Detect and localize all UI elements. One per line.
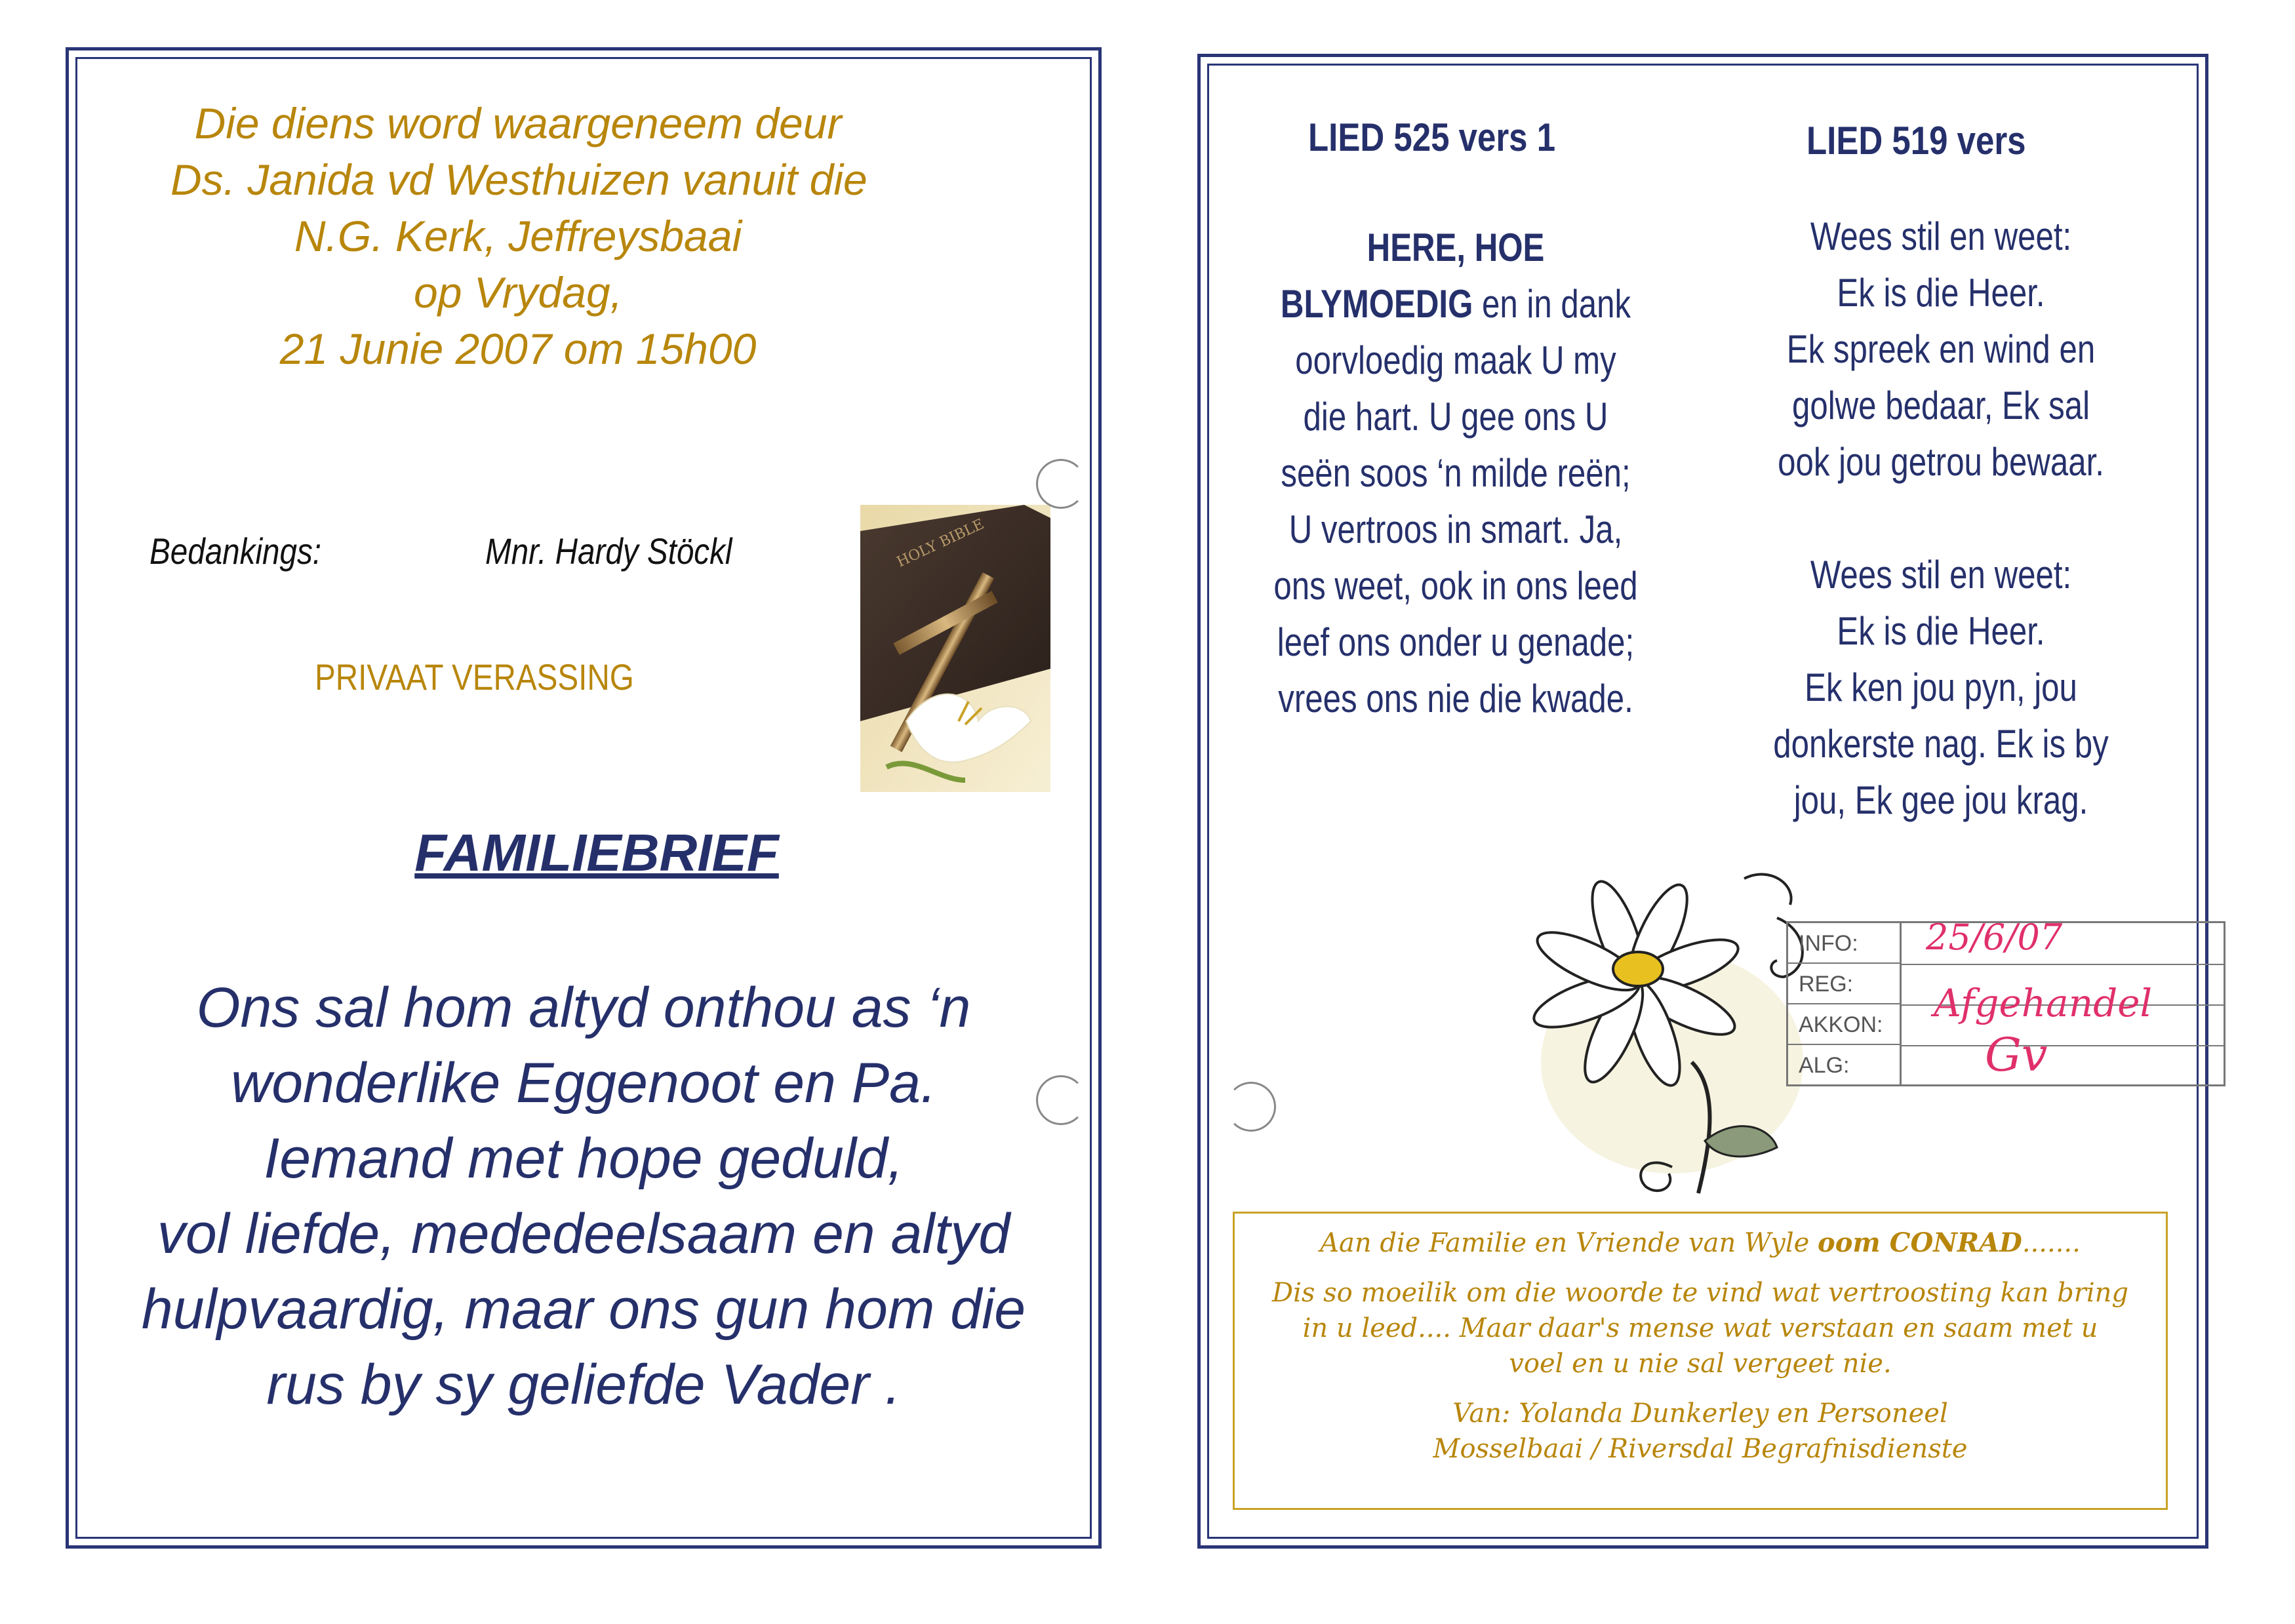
stanza-spacer	[1747, 490, 2134, 547]
condolence-from-line: Mosselbaai / Riversdal Begrafnisdienste	[1433, 1434, 1968, 1464]
condolence-greeting-suffix: .......	[2022, 1228, 2081, 1258]
punch-hole	[1036, 1075, 1086, 1125]
service-line: Ds. Janida vd Westhuizen vanuit die	[170, 155, 868, 204]
hymn-519-line: Ek is die Heer.	[1837, 271, 2045, 315]
hymn-525-line: leef ons onder u genade;	[1277, 620, 1635, 664]
service-line: op Vrydag,	[413, 268, 622, 317]
office-stamp	[1786, 917, 2225, 1086]
condolence-box	[1233, 1212, 2168, 1510]
cremation-notice: PRIVAAT VERASSING	[315, 656, 634, 698]
tribute-line: vol liefde, mededeelsaam en altyd	[157, 1202, 1010, 1265]
stamp-row-info: INFO:	[1788, 923, 1900, 964]
family-letter-tribute	[125, 970, 1043, 1423]
condolence-message-line: in u leed.... Maar daar's mense wat verstaan en saam met u	[1302, 1313, 2098, 1343]
stamp-divider	[1900, 923, 1902, 1084]
hymn-525-line	[1262, 276, 1649, 332]
hymn-519-text	[1747, 208, 2134, 829]
hymn-525-line-tail: en in dank	[1473, 282, 1631, 326]
bible-cross-lily-image	[860, 505, 1050, 792]
stamp-row-akkon: AKKON:	[1788, 1004, 1900, 1045]
condolence-greeting-name: oom CONRAD	[1818, 1227, 2022, 1258]
hymn-519-line: ook jou getrou bewaar.	[1778, 440, 2104, 484]
hymn-525-bold-word: BLYMOEDIG	[1280, 282, 1473, 326]
hymn-519-line: golwe bedaar, Ek sal	[1791, 384, 2090, 427]
service-line: N.G. Kerk, Jeffreysbaai	[294, 212, 742, 260]
bible-cover-text: HOLY BIBLE	[894, 516, 987, 571]
stamp-row-reg: REG:	[1788, 964, 1900, 1004]
stamp-handwritten-note: Afgehandel	[1934, 981, 2153, 1025]
service-line: Die diens word waargeneem deur	[194, 99, 842, 148]
condolence-spacer	[1235, 1381, 2166, 1396]
bible-illustration	[860, 505, 1050, 792]
condolence-greeting	[1235, 1225, 2166, 1261]
tribute-line: Iemand met hope geduld,	[264, 1127, 904, 1190]
tribute-line: hulpvaardig, maar ons gun hom die	[141, 1278, 1026, 1341]
hymn-519-line: Ek spreek en wind en	[1786, 327, 2096, 371]
hymn-519-title: LIED 519 vers	[1806, 119, 2026, 163]
condolence-message-line: Dis so moeilik om die woorde te vind wat vertroosting kan bring	[1272, 1278, 2128, 1308]
condolence-from-line: Van: Yolanda Dunkerley en Personeel	[1452, 1398, 1948, 1429]
hymn-519-line: Ek ken jou pyn, jou	[1805, 665, 2077, 709]
punch-hole	[1036, 459, 1086, 509]
hymn-525-line: seën soos ‘n milde reën;	[1281, 451, 1631, 495]
hymn-519-line: jou, Ek gee jou krag.	[1793, 778, 2088, 822]
hymn-519-line: Wees stil en weet:	[1810, 214, 2072, 258]
hymn-519-line: donkerste nag. Ek is by	[1773, 722, 2109, 766]
condolence-spacer	[1235, 1261, 2166, 1275]
hymn-525-bold-line: HERE, HOE	[1367, 226, 1545, 269]
service-line: 21 Junie 2007 om 15h00	[279, 325, 757, 373]
tribute-line: wonderlike Eggenoot en Pa.	[231, 1052, 936, 1115]
service-details	[170, 95, 866, 377]
hymn-525-line: ons weet, ook in ons leed	[1273, 564, 1638, 608]
hymn-525-line: vrees ons nie die kwade.	[1278, 677, 1633, 721]
thanks-name: Mnr. Hardy Stöckl	[485, 530, 732, 572]
stamp-handwritten-date: 25/6/07	[1926, 917, 2063, 958]
hymn-525-line: die hart. U gee ons U	[1303, 395, 1608, 439]
stamp-divider	[1900, 1045, 2224, 1046]
stamp-row-alg: ALG:	[1799, 1053, 1850, 1078]
thanks-label: Bedankings:	[150, 530, 321, 572]
stamp-handwritten-initials: Gv	[1985, 1028, 2048, 1082]
tribute-line: Ons sal hom altyd onthou as ‘n	[196, 976, 971, 1039]
hymn-525-title: LIED 525 vers 1	[1308, 115, 1556, 159]
hymn-525-line: U vertroos in smart. Ja,	[1288, 507, 1623, 551]
hymn-519-line: Wees stil en weet:	[1810, 553, 2072, 597]
tribute-line: rus by sy geliefde Vader .	[266, 1353, 901, 1416]
hymn-525-line: oorvloedig maak U my	[1295, 338, 1616, 382]
hymn-525-text	[1262, 220, 1649, 727]
condolence-message-line: voel en u nie sal vergeet nie.	[1509, 1349, 1892, 1379]
family-letter-title: FAMILIEBRIEF	[414, 823, 779, 882]
stamp-divider	[1900, 964, 2224, 965]
hymn-519-line: Ek is die Heer.	[1837, 609, 2045, 653]
condolence-greeting-prefix: Aan die Familie en Vriende van Wyle	[1320, 1228, 1818, 1258]
